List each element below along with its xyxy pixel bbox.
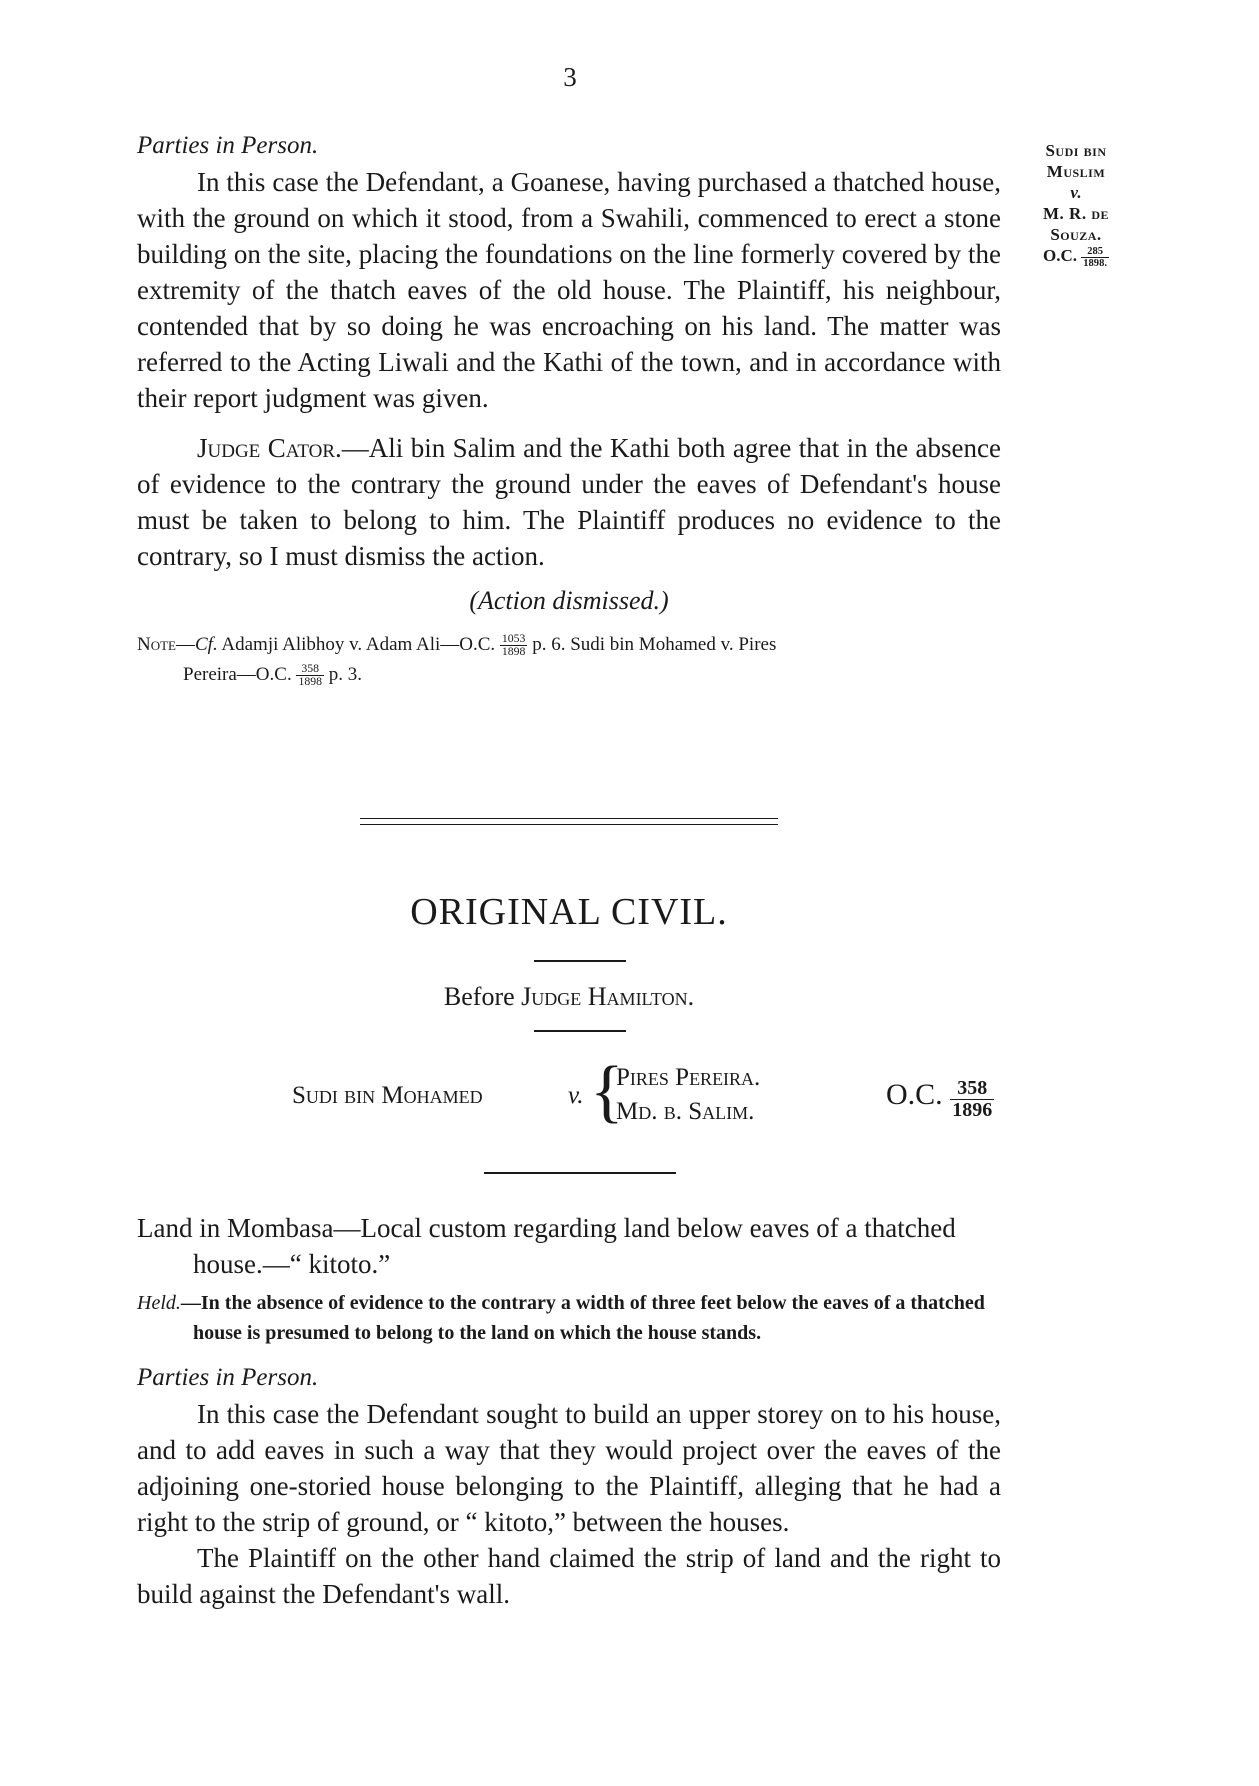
judge-rule <box>534 1030 626 1032</box>
held-text: —In the absence of evidence to the contrary a width of three feet below the eaves of a thatched house is presumed to belong to the land on which the house stands. <box>180 1292 985 1344</box>
brace-icon: { <box>590 1053 624 1130</box>
note-fraction-2-den: 1898 <box>298 675 322 689</box>
parties-label-2: Parties in Person. <box>137 1364 319 1391</box>
defendant-1: Pires Pereira. <box>616 1064 761 1091</box>
case-2-paragraph-1: In this case the Defendant sought to build an upper storey on to his house, and to add eaves in such a way that they would project over the eaves of the adjoining one-storied house belonging to the Plaintiff, alleging that he had a right to the strip of ground, or “ kitoto,” between the houses. <box>137 1399 1001 1537</box>
held-summary <box>137 1288 1001 1348</box>
margin-oc-fraction <box>1081 246 1109 269</box>
caption-oc-denominator: 1896 <box>952 1099 993 1121</box>
note-fraction-2-num: 358 <box>296 663 324 676</box>
court-heading: ORIGINAL CIVIL. <box>410 891 728 933</box>
margin-case-citation <box>1020 140 1132 269</box>
margin-party-2-line-1: M. R. de <box>1043 204 1109 223</box>
margin-oc-number <box>1020 245 1132 269</box>
case-1 <box>137 132 1001 690</box>
caption-rule <box>484 1172 676 1174</box>
case-2-paragraph-2: The Plaintiff on the other hand claimed the strip of land and the right to build against the Defendant's wall. <box>137 1543 1001 1609</box>
note-citation-4: p. 3. <box>328 664 362 685</box>
judge-name-2: Judge Hamilton. <box>521 982 695 1011</box>
case-1-note <box>137 630 1001 690</box>
held-label: Held. <box>137 1292 181 1314</box>
section-divider <box>360 818 778 825</box>
note-fraction-1-num: 1053 <box>501 631 526 645</box>
case-1-facts: In this case the Defendant, a Goanese, having purchased a thatched house, with the ground on which it stood, from a Swahili, commenced to erect a stone building on the site, placing the foundations on the line formerly covered by the extremity of the thatch eaves of the old house. The Plaintiff, his neighbour, contended that by so doing he was encroaching on his land. The matter was referred to the Acting Liwali and the Kathi of the town, and in accordance with their report judgment was given. <box>137 167 1001 413</box>
margin-oc-prefix: O.C. <box>1043 246 1078 265</box>
note-citation-3: Pereira—O.C. <box>183 664 292 685</box>
margin-party-2-line-2: Souza. <box>1050 225 1102 244</box>
note-fraction-1-den: 1898 <box>501 645 526 659</box>
parties-label: Parties in Person. <box>137 132 319 159</box>
note-fraction-1 <box>500 633 528 659</box>
caption-versus: v. <box>568 1082 584 1109</box>
heading-rule <box>534 960 626 962</box>
case-1-judgment <box>137 430 1001 574</box>
margin-versus: v. <box>1070 183 1082 202</box>
judge-name: Judge Cator. <box>197 433 342 463</box>
note-label: Note— <box>137 634 195 655</box>
case-1-result: (Action dismissed.) <box>469 586 669 615</box>
before-label: Before <box>443 982 515 1011</box>
note-cf: Cf. <box>195 634 218 655</box>
note-citation-1: Adamji Alibhoy v. Adam Ali—O.C. <box>221 634 496 655</box>
case-2 <box>137 890 1001 934</box>
case-caption <box>292 1053 1012 1140</box>
page-number: 3 <box>563 62 577 92</box>
caption-oc-fraction <box>950 1078 994 1121</box>
caption-oc-prefix: O.C. <box>886 1078 943 1111</box>
note-citation-2: p. 6. Sudi bin Mohamed v. Pires <box>532 634 777 655</box>
margin-oc-denominator: 1898. <box>1083 257 1107 269</box>
case-2-body <box>137 1210 1001 1612</box>
caption-oc-number <box>886 1078 994 1121</box>
headnote: Land in Mombasa—Local custom regarding land below eaves of a thatched house.—“ kitoto.” <box>137 1213 956 1279</box>
defendant-2: Md. b. Salim. <box>616 1098 755 1125</box>
note-line-1 <box>137 630 1001 660</box>
margin-party-1-line-1: Sudi bin <box>1045 141 1107 160</box>
margin-oc-numerator: 285 <box>1081 246 1109 258</box>
margin-party-1-line-2: Muslim <box>1046 162 1106 181</box>
before-judge <box>137 982 1001 1012</box>
plaintiff-name: Sudi bin Mohamed <box>292 1082 483 1109</box>
caption-oc-numerator: 358 <box>950 1078 994 1100</box>
judgment-text: —Ali bin Salim and the Kathi both agree that in the absence of evidence to the contrary the ground under the eaves of Defendant's house must be taken to belong to him. The Plaintiff produces no evidence to the contrary, so I must dismiss the action. <box>137 433 1002 571</box>
note-fraction-2 <box>296 663 324 689</box>
note-line-2 <box>137 660 1001 690</box>
